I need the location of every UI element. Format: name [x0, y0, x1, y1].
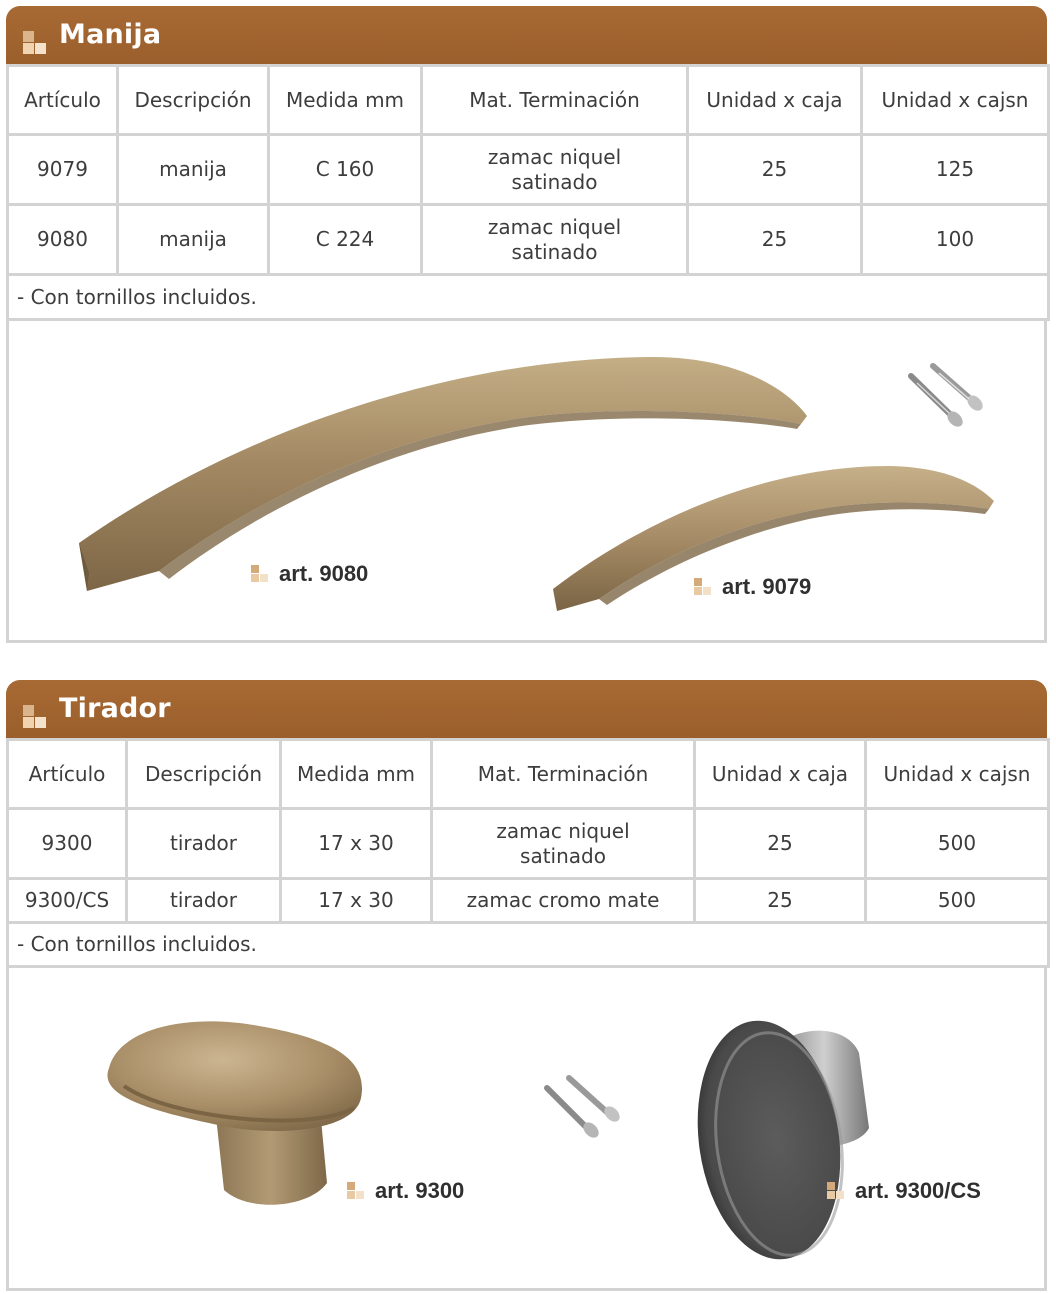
cell-articulo: 9080 [8, 205, 118, 275]
cell-medida: C 224 [269, 205, 422, 275]
cell-unidad-cajsn: 125 [862, 135, 1049, 205]
squares-bullet-icon [23, 31, 47, 55]
cell-descripcion: manija [118, 135, 269, 205]
cell-articulo: 9300 [8, 809, 127, 879]
cell-descripcion: tirador [127, 879, 281, 923]
section-header [6, 6, 1047, 64]
product-image-tirador [9, 968, 1044, 1288]
product-label-text: art. 9300 [375, 1178, 465, 1203]
cell-unidad-caja: 25 [688, 135, 862, 205]
table-row [8, 879, 1049, 923]
product-label [694, 574, 811, 600]
cell-medida: C 160 [269, 135, 422, 205]
product-image-manija [9, 321, 1044, 640]
note-row [8, 275, 1049, 320]
product-label-text: art. 9300/CS [855, 1178, 981, 1203]
section-manija [6, 6, 1047, 643]
section-title: Tirador [59, 693, 171, 724]
cell-articulo: 9079 [8, 135, 118, 205]
header-cell: Descripción [127, 740, 281, 809]
product-photo-area [6, 968, 1047, 1291]
section-tirador [6, 680, 1047, 1291]
section-header [6, 680, 1047, 738]
table-row [8, 135, 1049, 205]
note-text: - Con tornillos incluidos. [8, 275, 1049, 320]
product-label-text: art. 9079 [722, 574, 812, 599]
cell-medida: 17 x 30 [281, 809, 432, 879]
note-row [8, 923, 1049, 967]
cell-terminacion: zamac niquel satinado [432, 809, 695, 879]
header-cell: Unidad x caja [688, 66, 862, 135]
product-label [347, 1178, 464, 1204]
header-cell: Mat. Terminación [432, 740, 695, 809]
squares-bullet-icon [347, 1182, 365, 1200]
cell-unidad-caja: 25 [695, 879, 866, 923]
header-cell: Unidad x cajsn [866, 740, 1049, 809]
table-row [8, 809, 1049, 879]
section-title: Manija [59, 19, 162, 50]
header-cell: Mat. Terminación [422, 66, 688, 135]
cell-medida: 17 x 30 [281, 879, 432, 923]
product-label [251, 561, 368, 587]
cell-descripcion: manija [118, 205, 269, 275]
header-cell: Unidad x cajsn [862, 66, 1049, 135]
squares-bullet-icon [694, 578, 712, 596]
note-text: - Con tornillos incluidos. [8, 923, 1049, 967]
product-label-text: art. 9080 [279, 561, 369, 586]
squares-bullet-icon [827, 1182, 845, 1200]
screws-icon [911, 366, 986, 430]
product-label [827, 1178, 981, 1204]
squares-bullet-icon [251, 565, 269, 583]
header-cell: Artículo [8, 66, 118, 135]
product-table [6, 738, 1050, 968]
cell-unidad-caja: 25 [695, 809, 866, 879]
squares-bullet-icon [23, 705, 47, 729]
cell-articulo: 9300/CS [8, 879, 127, 923]
header-cell: Medida mm [281, 740, 432, 809]
table-header-row [8, 66, 1049, 135]
cell-unidad-cajsn: 100 [862, 205, 1049, 275]
cell-terminacion: zamac cromo mate [432, 879, 695, 923]
cell-unidad-caja: 25 [688, 205, 862, 275]
cell-unidad-cajsn: 500 [866, 809, 1049, 879]
screws-icon [547, 1078, 623, 1141]
product-table [6, 64, 1050, 321]
header-cell: Descripción [118, 66, 269, 135]
header-cell: Medida mm [269, 66, 422, 135]
header-cell: Artículo [8, 740, 127, 809]
cell-descripcion: tirador [127, 809, 281, 879]
table-row [8, 205, 1049, 275]
table-header-row [8, 740, 1049, 809]
header-cell: Unidad x caja [695, 740, 866, 809]
cell-terminacion: zamac niquel satinado [422, 135, 688, 205]
cell-terminacion: zamac niquel satinado [422, 205, 688, 275]
cell-unidad-cajsn: 500 [866, 879, 1049, 923]
product-photo-area [6, 321, 1047, 643]
